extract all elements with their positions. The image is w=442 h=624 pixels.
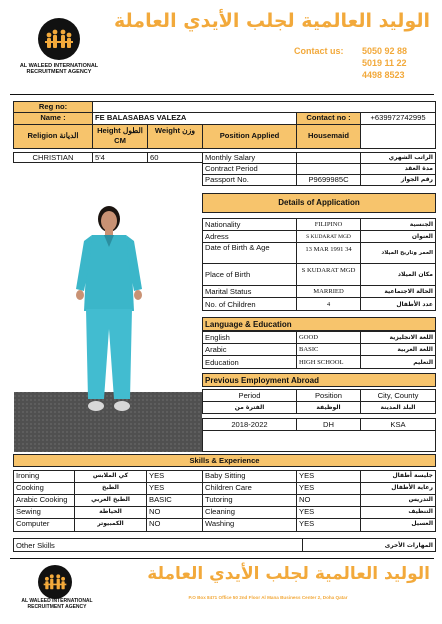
religion-header: Religion الديانة [13, 124, 93, 149]
arabic-language-arabic: اللغة العربية [360, 343, 436, 356]
address-value: S KUDARAT MGD [296, 230, 361, 243]
employment-header-period-ar: الفترة من [202, 401, 297, 414]
monthly-salary-arabic: الراتب الشهري [360, 152, 436, 164]
dob-age-value: 13 MAR 1991 34 [296, 242, 361, 264]
footer-agency-name-line1: AL WALEED INTERNATIONAL [21, 598, 93, 604]
skill-sewing-value: NO [146, 506, 203, 519]
religion-value: CHRISTIAN [13, 152, 93, 163]
skill-computer-value: NO [146, 518, 203, 532]
skill-tutoring-arabic: التدريس [360, 494, 436, 507]
skill-cleaning-value: YES [296, 506, 361, 519]
dob-age-label: Date of Birth & Age [202, 242, 297, 264]
phone-2: 5019 11 22 [362, 58, 407, 68]
english-value: GOOD [296, 331, 361, 344]
skill-arabic-cooking-arabic: الطبخ العربي [74, 494, 147, 507]
position-value: Housemaid [296, 124, 361, 149]
employment-header-period: Period [202, 389, 297, 402]
education-label: Education [202, 355, 297, 369]
weight-header: Weight وزن [147, 124, 203, 149]
skill-baby-sitting-value: YES [296, 470, 361, 483]
employment-blank-row [202, 430, 436, 452]
reg-label: Reg no: [13, 101, 93, 113]
passport-value: P9699985C [296, 174, 361, 186]
employment-city-value: KSA [360, 418, 436, 431]
employment-position-value: DH [296, 418, 361, 431]
contract-period-label: Contract Period [202, 163, 297, 175]
skill-washing-arabic: الغسيل [360, 518, 436, 532]
employment-header-position-ar: الوظيفة [296, 401, 361, 414]
language-title: Language & Education [202, 317, 436, 331]
skill-washing-value: YES [296, 518, 361, 532]
english-arabic: اللغة الانجليزية [360, 331, 436, 344]
footer-agency-name-line2: RECRUITMENT AGENCY [27, 603, 87, 610]
skill-ironing-value: YES [146, 470, 203, 483]
place-of-birth-value: S KUDARAT MGD [296, 263, 361, 286]
header-divider [10, 94, 434, 95]
skill-baby-sitting-label: Baby Sitting [202, 470, 297, 483]
skills-title: Skills & Experience [13, 454, 436, 467]
address-arabic: العنوان [360, 230, 436, 243]
name-value: FE BALASABAS VALEZA [92, 112, 297, 125]
arabic-agency-title: الوليد العالمية لجلب الأيدي العاملة [114, 10, 430, 32]
skill-sewing-label: Sewing [13, 506, 75, 519]
skill-baby-sitting-arabic: جليسة أطفال [360, 470, 436, 483]
skill-cooking-label: Cooking [13, 482, 75, 495]
agency-name-line2: RECRUITMENT AGENCY [26, 69, 92, 75]
children-arabic: عدد الأطفال [360, 297, 436, 311]
place-of-birth-label: Place of Birth [202, 263, 297, 286]
nationality-arabic: الجنسية [360, 218, 436, 231]
education-arabic: التعليم [360, 355, 436, 369]
dob-age-arabic: العمر وتاريخ الميلاد [360, 242, 436, 264]
skill-cleaning-label: Cleaning [202, 506, 297, 519]
skill-sewing-arabic: الخياطة [74, 506, 147, 519]
education-value: HIGH SCHOOL [296, 355, 361, 369]
employment-period-value: 2018-2022 [202, 418, 297, 431]
applicant-photo [14, 199, 202, 452]
skill-cooking-value: YES [146, 482, 203, 495]
arabic-language-label: Arabic [202, 343, 297, 356]
footer-logo [38, 565, 72, 599]
skill-children-care-label: Children Care [202, 482, 297, 495]
passport-arabic: رقم الجواز [360, 174, 436, 186]
skill-ironing-arabic: كي الملابس [74, 470, 147, 483]
name-label: Name : [13, 112, 93, 125]
skill-computer-label: Computer [13, 518, 75, 532]
marital-status-arabic: الحالة الاجتماعية [360, 285, 436, 298]
arabic-language-value: BASIC [296, 343, 361, 356]
agency-name-line1: AL WALEED INTERNATIONAL [19, 63, 99, 69]
employment-header-city-ar: البلد المدينة [360, 401, 436, 414]
footer-divider [10, 558, 434, 559]
other-skills-label: Other Skills [13, 538, 303, 552]
contact-label: Contact us: [294, 46, 344, 56]
agency-logo [38, 18, 80, 60]
english-label: English [202, 331, 297, 344]
footer-arabic-title: الوليد العالمية لجلب الأيدي العاملة [147, 564, 430, 584]
contact-no-label: Contact no : [296, 112, 361, 125]
skill-cleaning-arabic: التنظيف [360, 506, 436, 519]
children-label: No. of Children [202, 297, 297, 311]
skill-children-care-value: YES [296, 482, 361, 495]
contract-period-arabic: مدة العقد [360, 163, 436, 175]
employment-header-city: City, County [360, 389, 436, 402]
monthly-salary-label: Monthly Salary [202, 152, 297, 164]
skill-computer-arabic: الكمبيوتر [74, 518, 147, 532]
footer-address: P.O Box 8471 Office 50 2nd Floor Al Mana Business Center 2, Doha Qatar [188, 595, 348, 600]
skill-tutoring-label: Tutoring [202, 494, 297, 507]
height-header: Height الطول CM [92, 124, 148, 149]
nationality-label: Nationality [202, 218, 297, 231]
skill-children-care-arabic: رعاية الأطفال [360, 482, 436, 495]
height-value: 5'4 [92, 152, 148, 163]
phone-1: 5050 92 88 [362, 46, 408, 56]
other-skills-arabic: المهارات الأخرى [302, 538, 436, 552]
marital-status-label: Marital Status [202, 285, 297, 298]
phone-3: 4498 8523 [362, 70, 405, 80]
place-of-birth-arabic: مكان الميلاد [360, 263, 436, 286]
application-title: Details of Application [202, 193, 436, 213]
children-value: 4 [296, 297, 361, 311]
contact-no-value: +639972742995 [360, 112, 436, 125]
skill-arabic-cooking-value: BASIC [146, 494, 203, 507]
skill-ironing-label: Ironing [13, 470, 75, 483]
passport-label: Passport No. [202, 174, 297, 186]
position-header: Position Applied [202, 124, 297, 149]
marital-status-value: MARRIED [296, 285, 361, 298]
skill-washing-label: Washing [202, 518, 297, 532]
skill-cooking-arabic: الطبخ [74, 482, 147, 495]
weight-value: 60 [147, 152, 203, 163]
nationality-value: FILIPINO [296, 218, 361, 231]
skill-tutoring-value: NO [296, 494, 361, 507]
position-blank [360, 124, 436, 149]
employment-title: Previous Employment Abroad [202, 373, 436, 387]
skill-arabic-cooking-label: Arabic Cooking [13, 494, 75, 507]
employment-header-position: Position [296, 389, 361, 402]
address-label: Adress [202, 230, 297, 243]
